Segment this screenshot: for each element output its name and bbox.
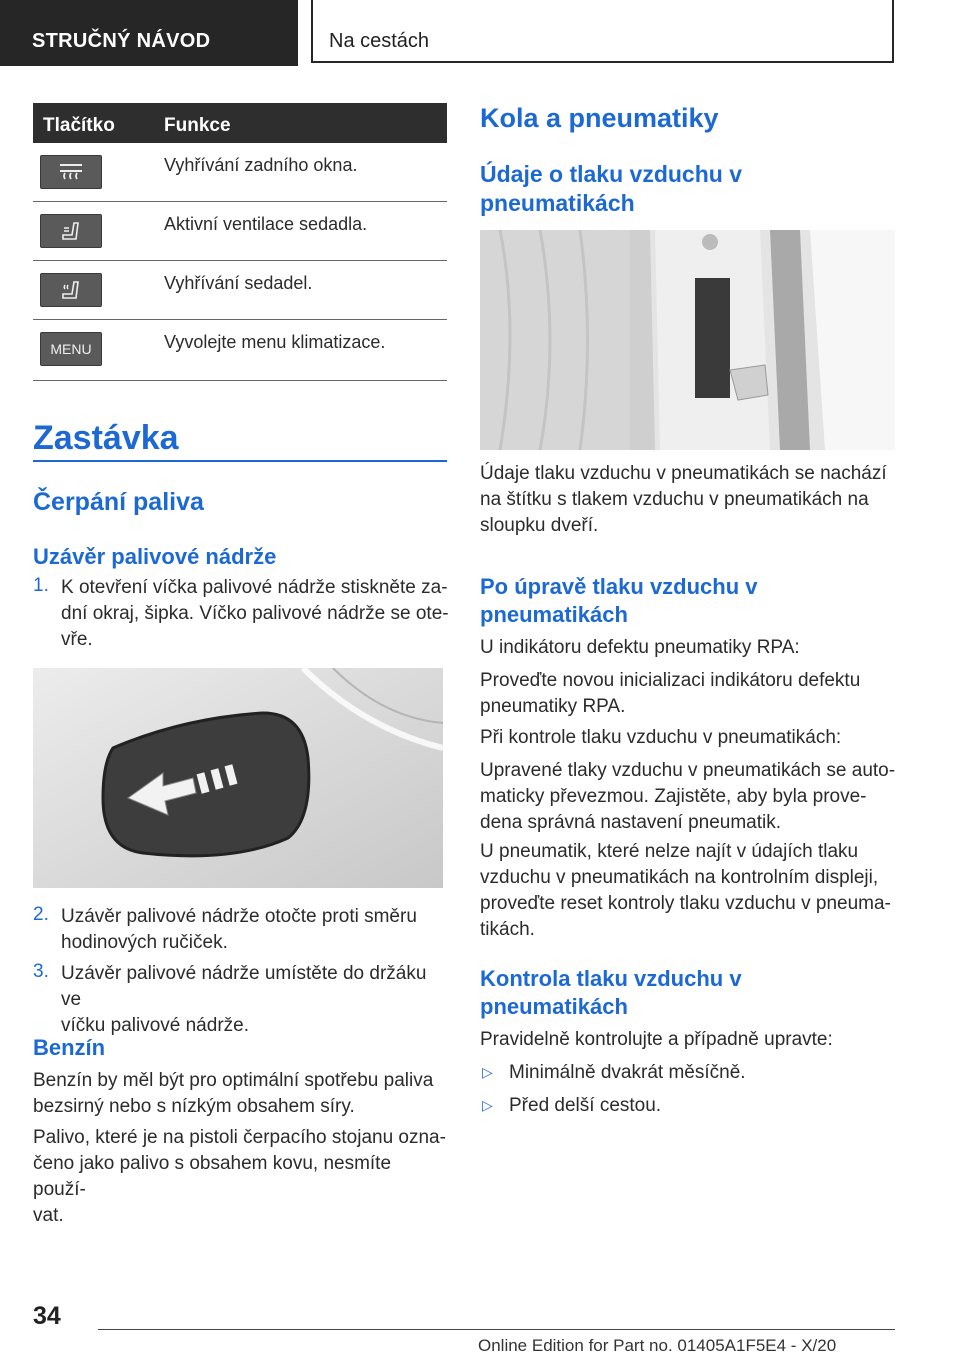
paragraph: Palivo, které je na pistoli čerpacího stojanu ozna- čeno jako palivo s obsahem kovu, nesmíte použí- vat.: [33, 1127, 446, 1226]
function-text: Vyvolejte menu klimatizace.: [164, 332, 386, 352]
rear-window-heating-icon: [40, 155, 102, 189]
paragraph: Údaje tlaku vzduchu v pneumatikách se nachází na štítku s tlakem vzduchu v pneumatikách na sloupku dveří.: [480, 463, 887, 536]
section-title: STRUČNÝ NÁVOD: [32, 30, 211, 52]
section-heading: Kola a pneumatiky: [480, 103, 719, 133]
table-row: [33, 261, 447, 320]
function-text: Vyhřívání sedadel.: [164, 273, 313, 293]
step-text: K otevření víčka palivové nádrže stiskněte za- dní okraj, šipka. Víčko palivové nádrže se ote- vře.: [61, 577, 449, 650]
section-tab: [0, 0, 298, 66]
door-pillar-image: [480, 230, 895, 450]
topic-heading: Uzávěr palivové nádrže: [33, 544, 277, 569]
paragraph: Benzín by měl být pro optimální spotřebu paliva bezsirný nebo s nízkým obsahem síry.: [33, 1070, 434, 1117]
paragraph: Pravidelně kontrolujte a případně upravte:: [480, 1029, 833, 1050]
chapter-tab: [311, 0, 894, 63]
menu-button-icon: MENU: [40, 332, 102, 366]
paragraph: Proveďte novou inicializaci indikátoru defektu pneumatiky RPA.: [480, 670, 861, 717]
function-text: Vyhřívání zadního okna.: [164, 155, 358, 175]
step-number: 3.: [33, 961, 49, 982]
list-item: Minimálně dvakrát měsíčně.: [509, 1062, 746, 1083]
topic-heading: Benzín: [33, 1035, 106, 1060]
paragraph: U pneumatik, které nelze najít v údajích tlaku vzduchu v pneumatikách na kontrolním displeji, proveďte reset kontroly tlaku vzduchu v pneuma- tikách.: [480, 841, 891, 940]
footer-divider: [98, 1329, 895, 1330]
chapter-title: Na cestách: [329, 30, 430, 52]
page-number: 34: [33, 1302, 61, 1330]
col-function-header: Funkce: [164, 115, 231, 136]
table-header: [33, 103, 447, 143]
paragraph: U indikátoru defektu pneumatiky RPA:: [480, 637, 800, 658]
paragraph: Upravené tlaky vzduchu v pneumatikách se auto- maticky převezmou. Zajistěte, aby byla prove- dena správná nastavení pneumatik.: [480, 760, 896, 833]
subsection-heading: Čerpání paliva: [33, 488, 204, 516]
seat-ventilation-icon: [40, 214, 102, 248]
topic-heading: Kontrola tlaku vzduchu v pneumatikách: [480, 966, 742, 1019]
heading-divider: [33, 460, 447, 462]
table-row: [33, 202, 447, 261]
seat-heating-icon: [40, 273, 102, 307]
triangle-bullet-icon: ▷: [482, 1097, 493, 1113]
step-text: Uzávěr palivové nádrže otočte proti směru hodinových ručiček.: [61, 906, 417, 953]
topic-heading: Údaje o tlaku vzduchu v pneumatikách: [480, 161, 742, 216]
step-number: 2.: [33, 904, 49, 925]
col-button-header: Tlačítko: [43, 115, 115, 136]
list-item: Před delší cestou.: [509, 1095, 662, 1116]
fuel-flap-image: [33, 668, 443, 888]
table-row: [33, 320, 447, 381]
triangle-bullet-icon: ▷: [482, 1064, 493, 1080]
edition-text: Online Edition for Part no. 01405A1F5E4 - X/20: [478, 1336, 837, 1355]
paragraph: Při kontrole tlaku vzduchu v pneumatikách:: [480, 727, 842, 748]
section-heading: Zastávka: [33, 419, 179, 457]
table-row: [33, 143, 447, 202]
topic-heading: Po úpravě tlaku vzduchu v pneumatikách: [480, 574, 758, 627]
step-number: 1.: [33, 575, 49, 596]
step-text: Uzávěr palivové nádrže umístěte do držáku ve víčku palivové nádrže.: [61, 963, 427, 1036]
function-text: Aktivní ventilace sedadla.: [164, 214, 368, 234]
